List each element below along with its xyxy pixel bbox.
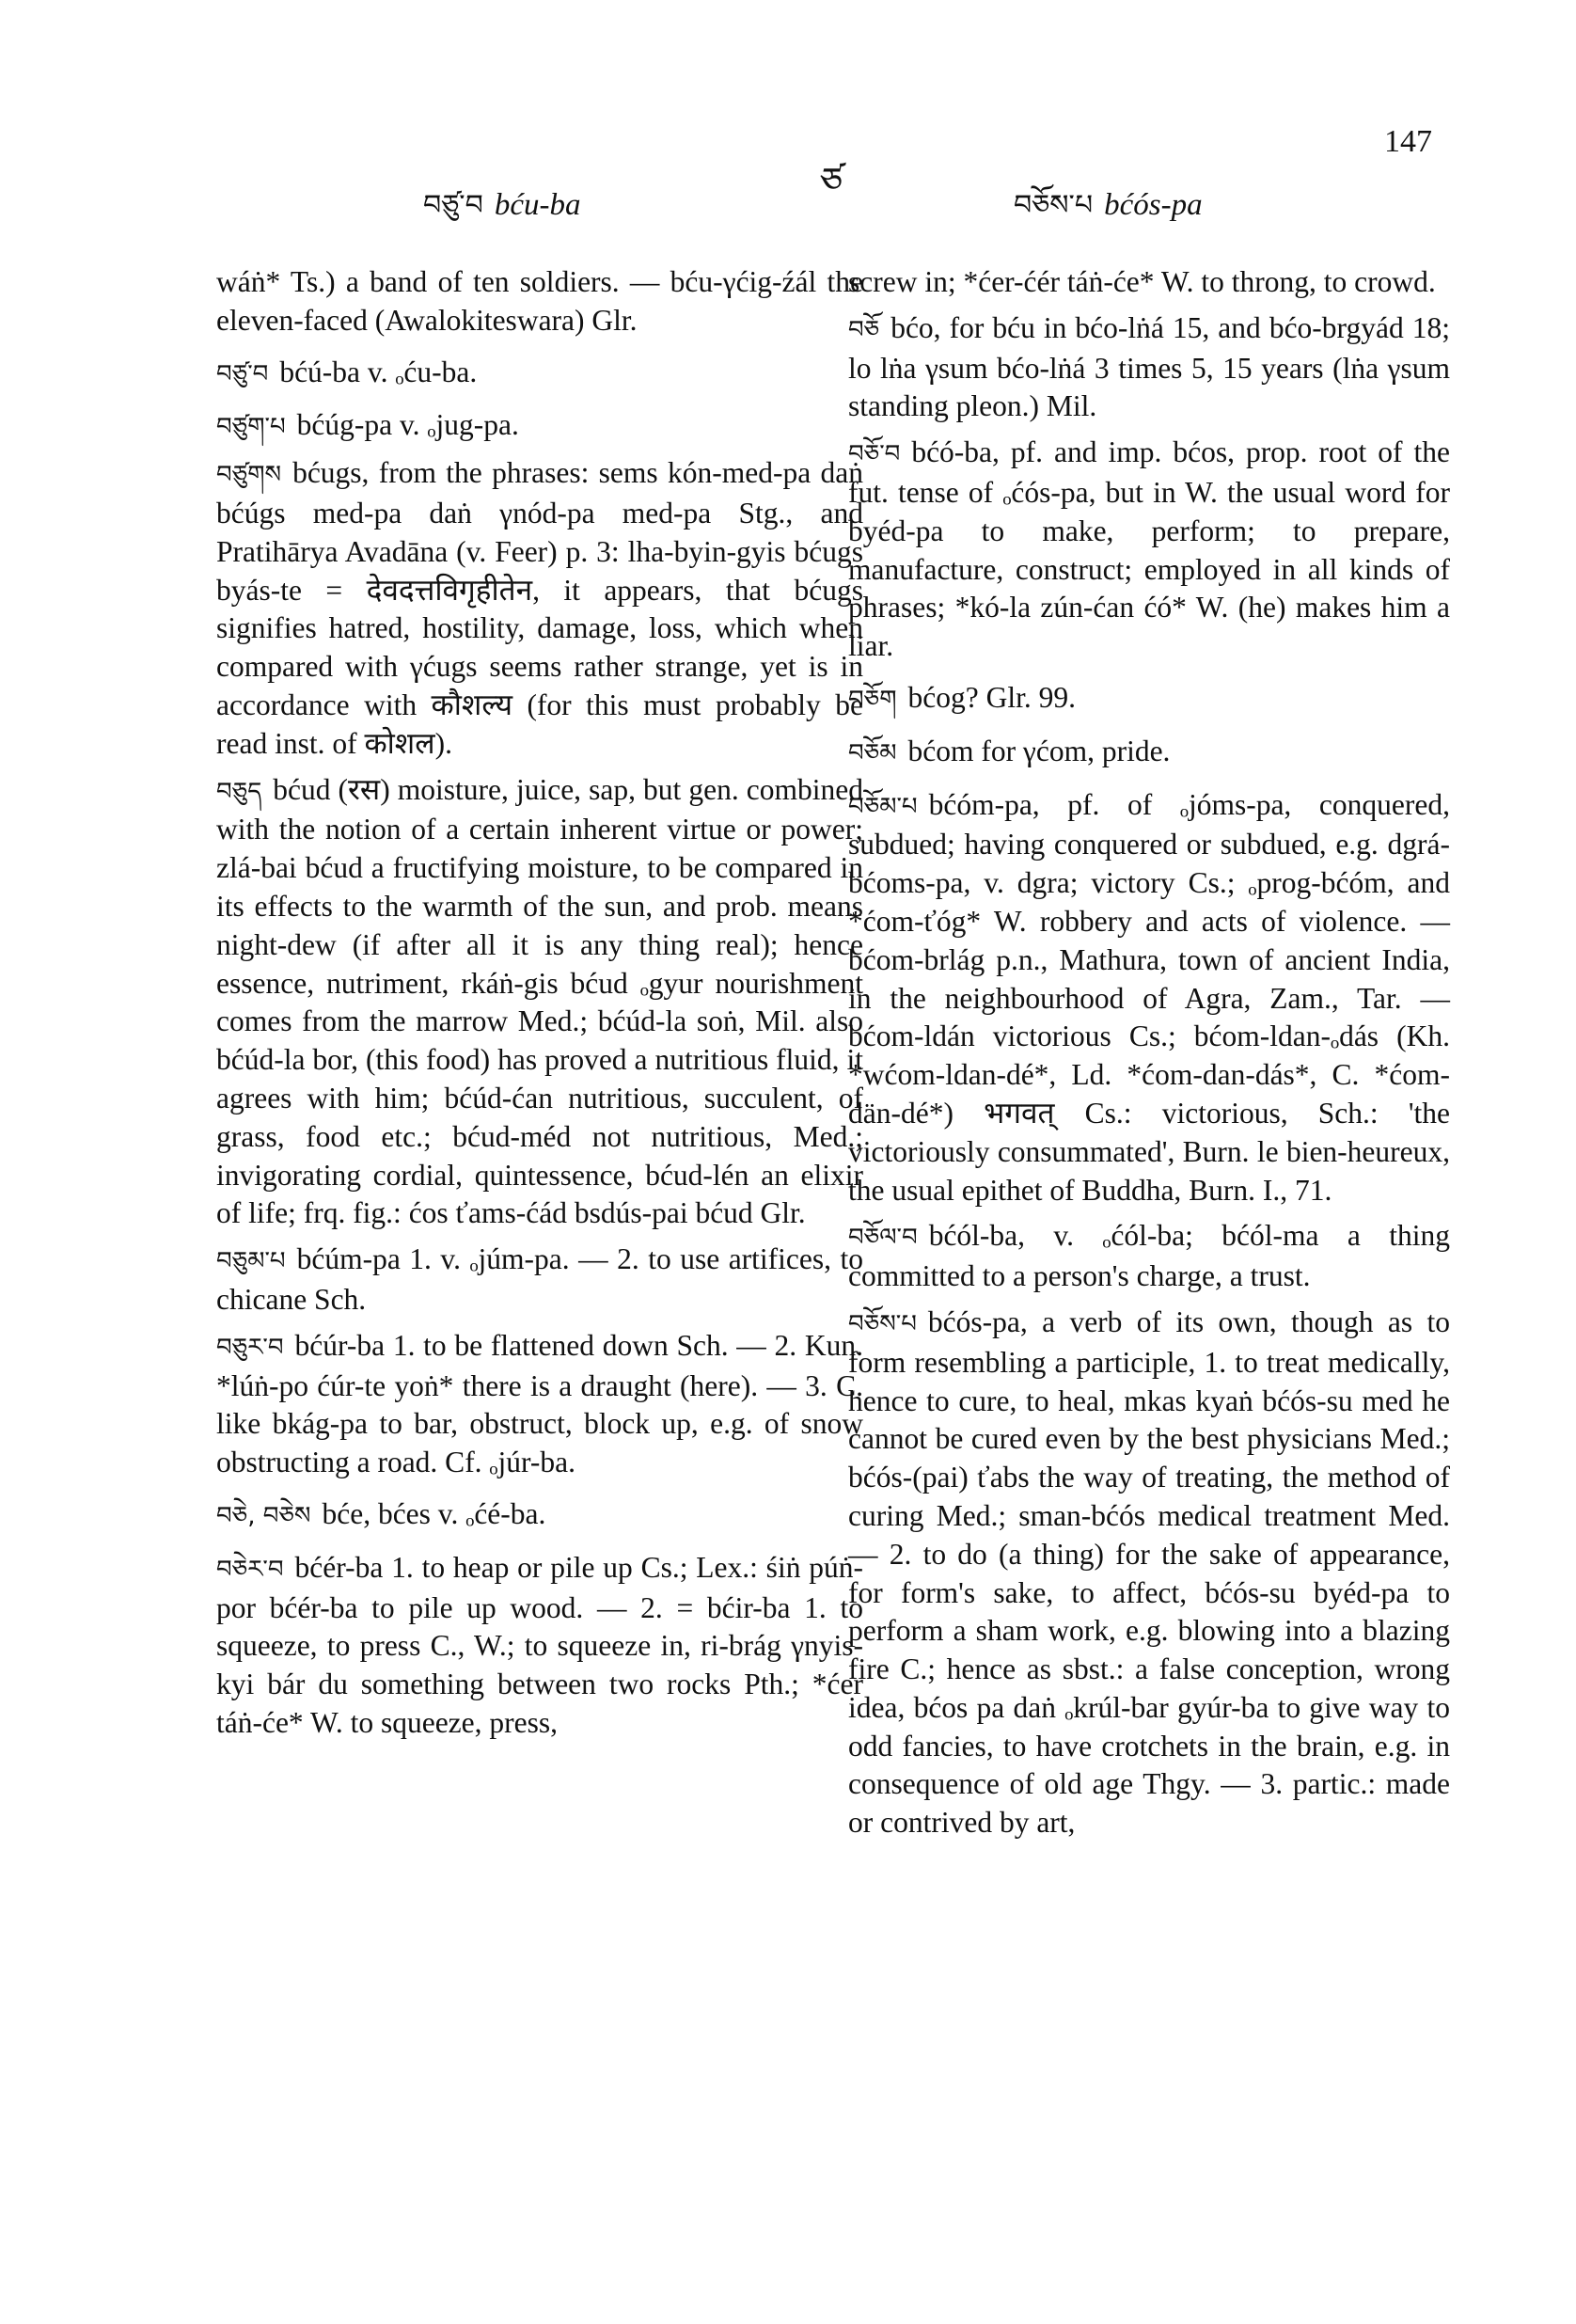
left-running-head-tibetan: བཙུ་བ — [423, 189, 483, 222]
entry — [216, 354, 863, 394]
entry-headword: བཅུར་བ — [216, 1333, 284, 1362]
section-letter: ཙ — [820, 162, 843, 201]
entry-text: bćúr-ba 1. to be flattened down Sch. — 2. Kun. *lúṅ-po ćúr-te yoṅ* there is a draught (here). — 3. C. like bkág-pa to bar, obstruct, block up, e.g. of snow obstructing a road. Cf. ₒjúr-ba. — [216, 1328, 863, 1479]
entry-text: bćó-ba, pf. and imp. bćos, prop. root of the fut. tense of ₒćós-pa, but in W. the usual word for byéd-pa to make, perform; to prepare, manufacture, construct; employed in all kinds of phrases; *kó-la zún-ćan ćó* W. (he) makes him a liar. — [848, 435, 1450, 663]
entry-text: bćú-ba v. ₒću-ba. — [279, 355, 478, 388]
entry-headword: བཙུགས — [216, 461, 282, 490]
entry-headword: བཅོ — [848, 315, 880, 344]
entry-text: bćér-ba 1. to heap or pile up Cs.; Lex.: śiṅ púṅ-por bćér-ba to pile up wood. — 2. = bćir-ba 1. to squeeze, to press C., W.; to squeeze in, ri-brág γnyis-kyi bár du something between two rocks Pth.; *ćer táṅ-će* W. to squeeze, press, — [216, 1550, 863, 1739]
entry — [848, 434, 1450, 666]
entry-headword: བཅོག — [848, 685, 897, 714]
right-running-head-translit: bćós-pa — [1104, 188, 1203, 222]
entry-headword: བཙུ་བ — [216, 359, 269, 388]
right-running-head — [1014, 174, 1203, 253]
entry-headword: བཅོལ་བ — [848, 1224, 918, 1253]
entry — [216, 454, 863, 763]
entry-text: bćúm-pa 1. v. ₒjúm-pa. — 2. to use artifices, to chicane Sch. — [216, 1242, 863, 1316]
entry — [848, 1217, 1450, 1296]
entry-text: bćom for γćom, pride. — [907, 734, 1171, 767]
entry-text: bćo, for bću in bćo-lṅá 15, and bćo-brgyád 18; lo lṅa γsum bćo-lṅá 3 times 5, 15 years (lṅa γsum standing pleon.) Mil. — [848, 310, 1450, 423]
right-running-head-tibetan: བཅོས་པ — [1014, 189, 1094, 222]
entry-text: bćóm-pa, pf. of ₒjóms-pa, conquered, subdued; having conquered or subdued, e.g. dgrá-bćoms-pa, v. dgra; victory Cs.; ₒprog-bćóm, and *ćom-ťóg* W. robbery and acts of violence. — bćom-brlág p.n., Mathura, town of ancient India, in the neighbourhood of Agra, Zam., Tar. — bćom-ldán victorious Cs.; bćom-ldan-ₒdás (Kh. *wćom-ldan-dé*, Ld. *ćom-dan-dás*, C. *ćom-dän-dé*) भगवत् Cs.: victorious, Sch.: 'the victoriously consummated', Burn. le bien-heureux, the usual epithet of Buddha, Burn. I., 71. — [848, 787, 1450, 1207]
entry — [216, 263, 863, 340]
entry-text: bćúg-pa v. ₒjug-pa. — [296, 408, 519, 442]
page-number: 147 — [1384, 124, 1432, 159]
entry — [848, 263, 1450, 302]
entry — [848, 309, 1450, 426]
left-running-head-translit: bću-ba — [494, 188, 581, 222]
entry-headword: བཅེར་བ — [216, 1555, 284, 1584]
entry — [216, 406, 863, 447]
entry — [216, 771, 863, 1234]
entry-text: bćugs, from the phrases: sems kón-med-pa daṅ bćúgs med-pa daṅ γnód-pa med-pa Stg., and Pratihārya Avadāna (v. Feer) p. 3: lha-byin-gyis bćugs byás-te = देवदत्तविगृहीतेन, it appears, that bćugs signifies hatred, hostility, damage, loss, which when compared with γćugs seems rather strange, yet is in accordance with कौशल्य (for this must probably be read inst. of कोशल). — [216, 456, 863, 760]
entry-text: screw in; *ćer-ćér táṅ-će* W. to throng, to crowd. — [848, 265, 1436, 298]
entry-headword: བཅུམ་པ — [216, 1247, 286, 1276]
entry — [848, 1304, 1450, 1842]
entry — [216, 1495, 863, 1536]
left-column — [216, 263, 863, 1750]
entry — [216, 1549, 863, 1743]
entry-headword: བཙུག་པ — [216, 413, 286, 442]
entry-text: bćog? Glr. 99. — [907, 680, 1076, 714]
entry-headword: བཅོས་པ — [848, 1309, 917, 1338]
entry-text: bćud (रस) moisture, juice, sap, but gen. combined with the notion of a certain inherent virtue or power; zlá-bai bćud a fructifying moisture, to be compared in its effects to the warmth of the sun, and prob. means night-dew (if after all it is any thing real); hence essence, nutriment, rkáṅ-gis bćud ₒgyur nourishment comes from the marrow Med.; bćúd-la soṅ, Mil. also bćúd-la bor, (this food) has proved a nutritious fluid, it agrees with him; bćúd-ćan nutritious, succulent, of grass, food etc.; bćud-méd not nutritious, Med.; invigorating cordial, quintessence, bćud-lén an elixir of life; frq. fig.: ćos ťams-ćád bsdús-pai bćud Glr. — [216, 772, 863, 1230]
right-column — [848, 263, 1450, 1850]
entry-text: bćól-ba, v. ₒćól-ba; bćól-ma a thing committed to a person's charge, a trust. — [848, 1219, 1450, 1293]
entry-headword: བཅོ་བ — [848, 440, 901, 469]
entry — [216, 1241, 863, 1320]
entry-headword: བཅུད — [216, 777, 262, 806]
entry — [848, 733, 1450, 773]
entry-text: wáṅ* Ts.) a band of ten soldiers. — bću-γćig-źál the eleven-faced (Awalokiteswara) Glr. — [216, 265, 863, 337]
entry-headword: བཅེ, བཅེས — [216, 1501, 311, 1530]
entry-text: bćós-pa, a verb of its own, though as to form resembling a participle, 1. to treat medically, hence to cure, to heal, mkas kyaṅ bćós-su med he cannot be cured even by the best physicians Med.; bćós-(pai) ťabs the way of treating, the method of curing Med.; sman-bćós medical treatment Med. — 2. to do (a thing) for the sake of appearance, for form's sake, to affect, bćós-su byéd-pa to perform a sham work, e.g. blowing into a blazing fire C.; hence as sbst.: a false conception, wrong idea, bćos pa daṅ ₒkrúl-bar gyúr-ba to give way to odd fancies, to have crotchets in the brain, e.g. in consequence of old age Thgy. — 3. partic.: made or contrived by art, — [848, 1304, 1450, 1840]
left-running-head — [423, 174, 580, 253]
entry-headword: བཅོམ — [848, 738, 897, 767]
entry — [216, 1327, 863, 1482]
entry — [848, 786, 1450, 1210]
entry — [848, 679, 1450, 719]
entry-text: bće, bćes v. ₒćé-ba. — [322, 1496, 546, 1530]
entry-headword: བཅོམ་པ — [848, 792, 918, 821]
